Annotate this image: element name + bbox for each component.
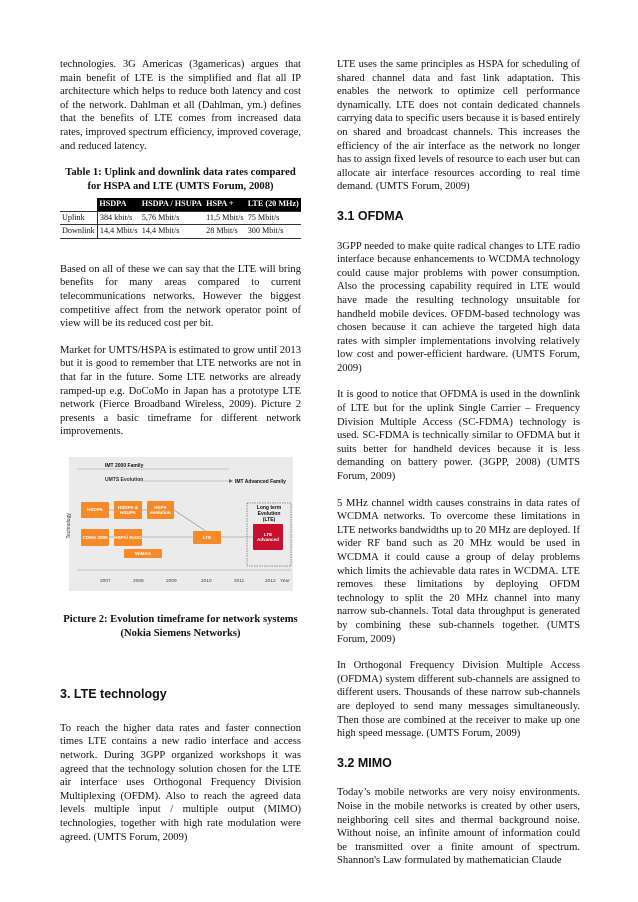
table-row <box>60 211 301 225</box>
box-lte-advanced: LTE Advanced <box>253 524 283 550</box>
data-rates-table <box>60 198 301 239</box>
imt-advanced-label: IMT Advanced Family <box>235 478 286 485</box>
box-hspa-evolution: HSPA evolution <box>147 501 174 519</box>
paragraph-market: Market for UMTS/HSPA is estimated to grow until 2013 but it is good to remember that LTE networks are not in that far in the future. Some LTE networks are already ramped-up e.g. DoCoMo in Japan has a prototype LTE network (Fierce Broadband Wireless, 2009). Picture 2 presents a basic timeframe for different network improvements. <box>60 344 301 438</box>
table-cell: 14,4 Mbit/s <box>141 226 180 236</box>
table-cell: 11,5 Mbit/s <box>206 212 244 222</box>
arrow-evo <box>174 510 207 532</box>
paragraph-lte-technology: To reach the higher data rates and faster connection times LTE contains a new radio interface and access network. During 3GPP organized workshops it was agreed that the technology solution chosen for the LTE air interface uses Orthogonal Frequency Division Multiplexing (OFDM). Also to reach the agreed data levels multiple input / multiple output (MIMO) technologies, together with high rate modulation were agreed. (UMTS Forum, 2009) <box>60 722 301 843</box>
header-hsdpa-hsupa: HSDPA / HSUPA <box>140 198 204 211</box>
box-cdma2000: CDMA 2000 <box>81 529 109 546</box>
year-2007: 2007 <box>100 578 111 584</box>
box-hsdpa-hsupa: HSDPA & HSUPA <box>114 501 142 519</box>
year-2012: 2012 <box>265 578 276 584</box>
box-hsdpa: HSDPA <box>81 502 109 518</box>
paragraph-mimo: Today’s mobile networks are very noisy environments. Noise in the mobile networks is created by other users, neighboring cell sites and thermal background noise. Without noise, an infinite amount of information could be transmitted over a finite amount of spectrum. Shannon's Law formulated by mathematician Claude <box>337 787 580 867</box>
table-cell: 14,4 Mbit/s <box>99 226 138 236</box>
long-term-evolution-label: Long term Evolution (LTE) <box>256 504 282 523</box>
imt-advanced-arrow <box>229 479 233 483</box>
paragraph-ofdma-system: In Orthogonal Frequency Division Multiple Access (OFDMA) system different sub-channels are assigned to different users. Thousands of these narrow sub-channels are deployed to send many messages simultaneously. Then those are combined at the receiver to make up one high speed message. (UMTS Forum, 2009) <box>337 660 580 740</box>
table-corner-cell <box>60 198 97 211</box>
table-cell: 28 Mbit/s <box>206 226 238 236</box>
year-2010: 2010 <box>201 578 212 584</box>
section-heading-mimo: 3.2 MIMO <box>337 755 392 770</box>
section-heading-lte-technology: 3. LTE technology <box>60 687 167 702</box>
table-cell: 75 Mbit/s <box>247 212 280 222</box>
paragraph-lte-benefits: technologies. 3G Americas (3gamericas) argues that main benefit of LTE is the simplified and flat all IP architecture which helps to reduce both latency and cost of the network. Dahlman et all (Dahlman, ym.) defines that the benefits of LTE comes from increased data rates, improved spectrum efficiency, improved coverage, and reduced latency. <box>60 59 301 152</box>
evolution-timeframe-figure <box>65 457 293 591</box>
box-wimax: WiMAX <box>124 549 162 558</box>
table-cell: 300 Mbit/s <box>247 226 284 236</box>
year-2009: 2009 <box>166 578 177 584</box>
table-cell: 5,76 Mbit/s <box>141 212 180 222</box>
figure-caption: Picture 2: Evolution timeframe for network systems (Nokia Siemens Networks) <box>63 613 298 639</box>
table-caption: Table 1: Uplink and downlink data rates compared for HSPA and LTE (UMTS Forum, 2008) <box>65 167 296 192</box>
left-column <box>60 58 301 857</box>
row-label-downlink: Downlink <box>60 225 97 239</box>
table-row <box>60 225 301 239</box>
imt2000-label: IMT 2000 Family <box>105 462 144 469</box>
paragraph-channel-width: 5 MHz channel width causes constrains in data rates of WCDMA networks. To overcome these limitations in LTE networks bandwidths up to 20 MHz are deployed. If wider RF band such as 20 MHz would be used in WCDMA it could cause a group of delay problems which limits the achievable data rates in WCDMA. LTE removes these limitations by deploying OFDM technology to split the 20 MHz channel into many narrow sub-channels. Total data throughput is generated by combining these sub-channels together. (UMTS Forum, 2009) <box>337 497 580 645</box>
paragraph-scheduling: LTE uses the same principles as HSPA for scheduling of shared channel data and fast link adaptation. This enables the network to optimize cell performance dynamically. LTE does not contain dedicated channels carrying data to specific users because it is based entirely on shared and broadcast channels. This increases the efficiency of the air interface as the network no longer has to assign fixed levels of resource to each user but can allocate air interface resources according to real time demand. (UMTS Forum, 2009) <box>337 59 580 193</box>
year-2011: 2011 <box>234 578 245 584</box>
paragraph-sc-fdma: It is good to notice that OFDMA is used in the downlink of LTE but for the uplink Single Carrier – Frequency Division Multiple Access (SC-FDMA) technology is used. SC-FDMA is technically similar to OFDMA but it suits better for handheld devices because it is less demanding on battery power. (3GPP, 2008) (UMTS Forum, 2009) <box>337 389 580 483</box>
year-axis-label: Year <box>280 578 290 584</box>
header-hsdpa: HSDPA <box>97 198 139 211</box>
paragraph-lte-benefits-summary: Based on all of these we can say that the LTE will bring benefits for many areas compared to current telecommunications networks. However the biggest competitive affect from the network operator point of view will be its reduced cost per bit. <box>60 263 301 330</box>
right-column <box>337 58 580 881</box>
umts-evolution-label: UMTS Evolution <box>105 476 144 483</box>
box-lte: LTE <box>193 531 221 544</box>
paragraph-ofdm-changes: 3GPP needed to make quite radical changes to LTE radio interface because enhancements to WCDMA technology could cause major problems with power consumption. Also the processing capability required in LTE would have made the resulting technology unsuitable for handheld mobile devices. OFDM-based technology was chosen because it can achieve the targeted high data rates with simpler implementations involving relatively low cost and power-efficient hardware. (UMTS Forum, 2009) <box>337 240 580 374</box>
year-2008: 2008 <box>133 578 144 584</box>
table-cell: 384 kbit/s <box>99 212 133 222</box>
section-heading-ofdma: 3.1 OFDMA <box>337 208 404 223</box>
box-hspa-evdo: HSPA/ EvDO <box>114 529 142 546</box>
technology-axis-label: Technology <box>65 513 72 539</box>
header-lte: LTE (20 MHz) <box>246 198 301 211</box>
header-hspa-plus: HSPA + <box>204 198 246 211</box>
row-label-uplink: Uplink <box>60 211 97 225</box>
